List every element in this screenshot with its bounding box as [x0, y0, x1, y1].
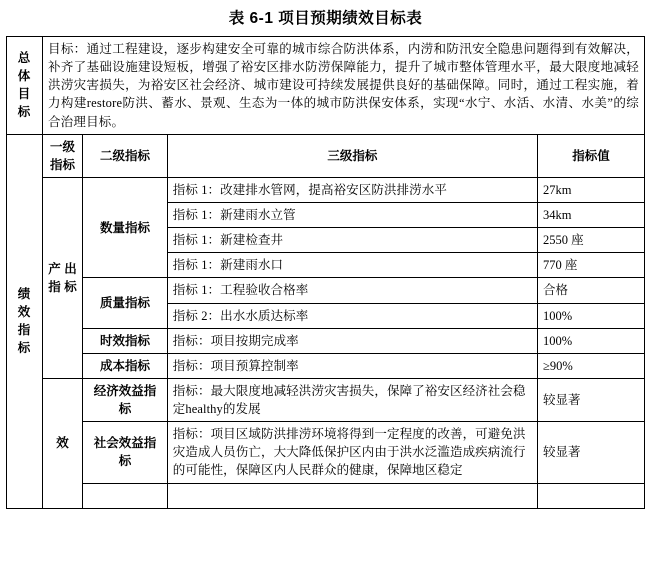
- indicator-value: ≥90%: [538, 353, 645, 378]
- table-row: [7, 37, 645, 135]
- performance-label-char-4: 标: [17, 341, 32, 356]
- overall-label-char-4: 标: [17, 105, 32, 120]
- table-row: [7, 177, 645, 202]
- page-title: 表 6-1 项目预期绩效目标表: [228, 10, 423, 27]
- subcategory-quality: 质量指标: [83, 278, 168, 328]
- row-label-overall: [7, 37, 43, 135]
- header-level3: 三级指标: [167, 134, 537, 177]
- indicator-value: 27km: [538, 177, 645, 202]
- indicator-value: 34km: [538, 203, 645, 228]
- performance-label-char-2: 效: [17, 305, 32, 319]
- table-row-partial: [7, 483, 645, 508]
- overall-label-char-2: 体: [17, 69, 32, 84]
- table-row: [7, 378, 645, 421]
- subcategory-quantity: 数量指标: [83, 177, 168, 278]
- indicator-text: 指标 1：新建雨水口: [167, 253, 537, 278]
- table-row: [7, 353, 645, 378]
- header-level1: 一级指标: [42, 134, 82, 177]
- table-header-row: [7, 134, 645, 177]
- overall-label-char-1: 总: [17, 51, 32, 66]
- output-label-char-4: 标: [64, 279, 77, 294]
- indicator-text: 指标：项目区域防洪排涝环境将得到一定程度的改善，可避免洪灾造成人员伤亡，大大降低保护区内由于洪水泛滥造成疾病流行的可能性，保障区内人民群众的健康，保障地区稳定: [167, 422, 537, 483]
- performance-goal-table: [6, 36, 645, 509]
- indicator-text: 指标 1：改建排水管网，提高裕安区防洪排涝水平: [167, 177, 537, 202]
- indicator-text: 指标 1：新建检查井: [167, 228, 537, 253]
- output-label-char-3: 指: [48, 279, 61, 294]
- row-label-performance: [7, 134, 43, 508]
- performance-label-char-3: 指: [17, 323, 32, 338]
- indicator-text: 指标 1：工程验收合格率: [167, 278, 537, 303]
- subcategory-partial: [83, 483, 168, 508]
- table-row: [7, 422, 645, 483]
- table-row: [7, 278, 645, 303]
- category-benefit: 效: [42, 378, 82, 508]
- category-output: [42, 177, 82, 378]
- subcategory-timeliness: 时效指标: [83, 328, 168, 353]
- indicator-text: 指标：项目按期完成率: [167, 328, 537, 353]
- indicator-text-partial: [167, 483, 537, 508]
- indicator-value: 100%: [538, 328, 645, 353]
- subcategory-social-benefit: 社会效益指标: [83, 422, 168, 483]
- overall-goal-text: 目标：通过工程建设，逐步构建安全可靠的城市综合防洪体系，内涝和防汛安全隐患问题得到有效解决，补齐了基础设施建设短板，增强了裕安区排水防涝保障能力，提升了城市整体管理水平，最大限度地减轻洪涝灾害损失，为裕安区社会经济、城市建设可持续发展提供良好的基础保障。同时，通过工程实施，着力构建restore防洪、蓄水、景观、生态为一体的城市防洪保安体系，实现“水宁、水活、水清、水美”的综合治理目标。: [42, 37, 644, 135]
- output-label-char-2: 出: [64, 261, 77, 276]
- indicator-value: 较显著: [538, 422, 645, 483]
- performance-label-char-1: 绩: [17, 286, 32, 301]
- indicator-text: 指标：最大限度地减轻洪涝灾害损失，保障了裕安区经济社会稳定healthy的发展: [167, 378, 537, 421]
- header-value: 指标值: [538, 134, 645, 177]
- indicator-text: 指标 2：出水水质达标率: [167, 303, 537, 328]
- indicator-value: 合格: [538, 278, 645, 303]
- header-level2: 二级指标: [83, 134, 168, 177]
- overall-label-char-3: 目: [17, 87, 32, 102]
- indicator-text: 指标：项目预算控制率: [167, 353, 537, 378]
- table-row: [7, 328, 645, 353]
- indicator-value: 较显著: [538, 378, 645, 421]
- output-label-char-1: 产: [48, 261, 61, 276]
- indicator-value: 100%: [538, 303, 645, 328]
- subcategory-economic-benefit: 经济效益指标: [83, 378, 168, 421]
- subcategory-cost: 成本指标: [83, 353, 168, 378]
- indicator-value: 770 座: [538, 253, 645, 278]
- indicator-value-partial: [538, 483, 645, 508]
- indicator-value: 2550 座: [538, 228, 645, 253]
- indicator-text: 指标 1：新建雨水立管: [167, 203, 537, 228]
